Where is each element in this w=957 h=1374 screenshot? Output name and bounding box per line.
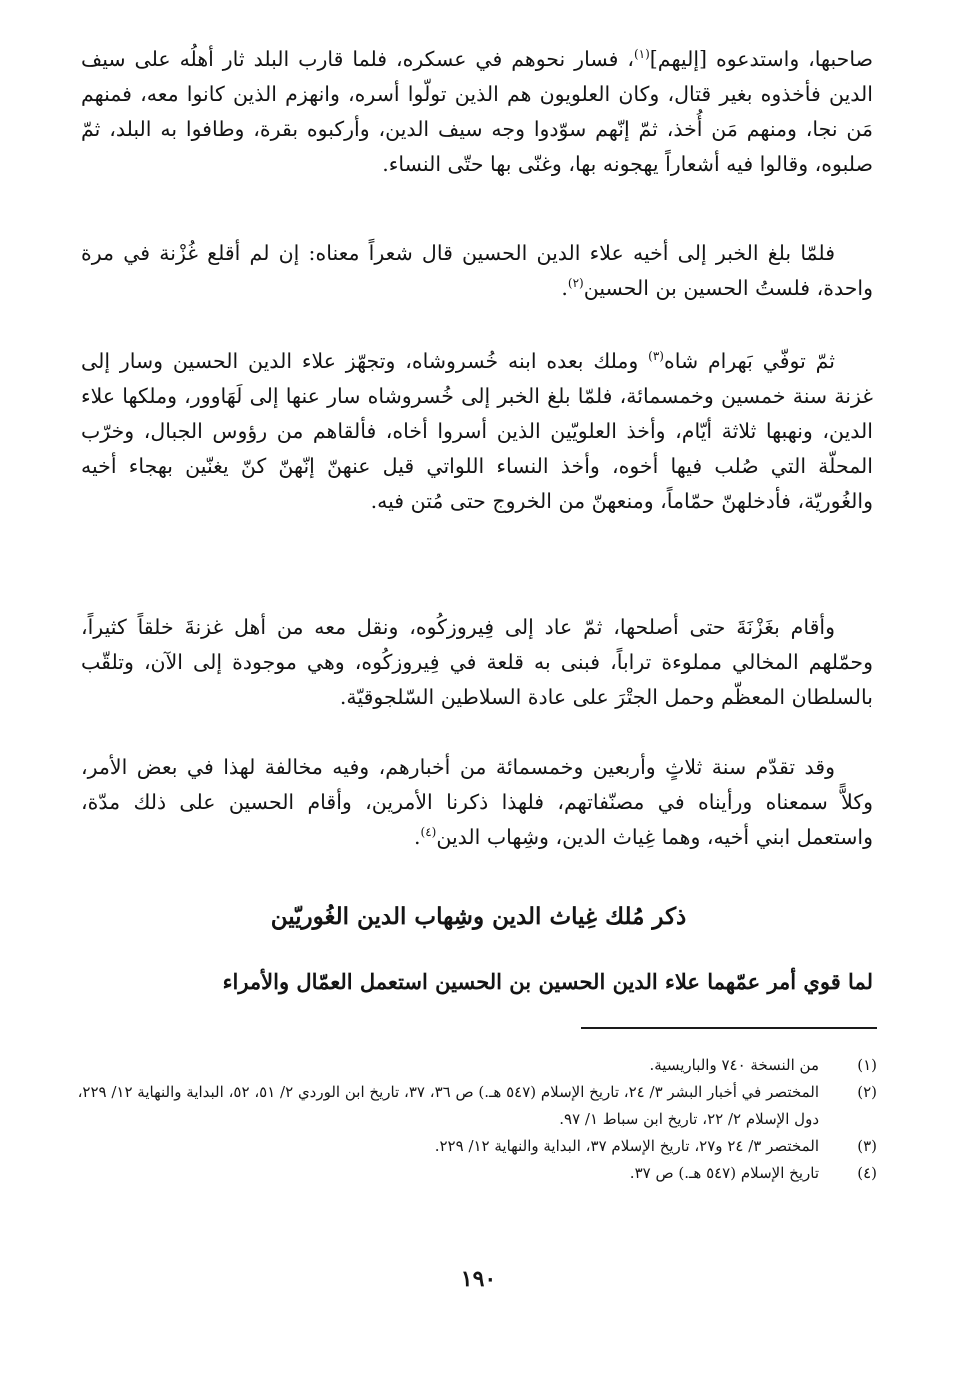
- paragraph-text: فلمّا بلغ الخبر إلى أخيه علاء الدين الحسين قال شعراً معناه: إن لم أقلع غُزْنة في مرة واحدة، فلستُ الحسين بن الحسين: [81, 241, 873, 300]
- body-paragraph-2: [81, 236, 873, 306]
- paragraph-text: صاحبها، واستدعوه [إليهم]: [649, 47, 873, 71]
- body-paragraph-1: [81, 42, 873, 182]
- footnote-item: [77, 1052, 877, 1079]
- footnote-number: (٢): [857, 1083, 877, 1101]
- footnote-number: (٣): [857, 1137, 877, 1155]
- footnote-item: [77, 1160, 877, 1187]
- footnote-number: (١): [857, 1056, 877, 1074]
- footnote-divider: [581, 1027, 877, 1029]
- footnote-reference: (٢): [567, 276, 584, 291]
- footnote-text: المختصر ٣/ ٢٤ و٢٧، تاريخ الإسلام ٣٧، البداية والنهاية ١٢/ ٢٢٩.: [434, 1137, 819, 1155]
- paragraph-text: ، فسار نحوهم في عسكره، فلما قارب البلد ثار أهلُه على سيف الدين فأخذوه بغير قتال، وكان العلويون هم الذين تولّوا أسره، وانهزم الذين كانوا معه، فمنهم مَن نجا، ومنهم مَن أُخذ، ثمّ إنّهم سوّدوا وجه سيف الدين، وأركبوه بقرة، وطافوا به البلد، ثمّ صلبوه، وقالوا فيه أشعاراً يهجونه بها، وغنّى بها حتّى النساء.: [81, 47, 873, 176]
- section-heading: ذكر مُلك غِياث الدين وشِهاب الدين الغُوريّين: [270, 903, 687, 930]
- paragraph-text: وأقام بغَزْنَةَ حتى أصلحها، ثمّ عاد إلى فِيروزكُوه، ونقل معه من أهل غزنةَ خلقاً كثيراً، وحمّلهم المخالي مملوءة تراباً، فبنى به قلعة في فِيروزكُوه، وهي موجودة إلى الآن، وتلقّب بالسلطان المعظّم وحمل الجتْرَ على عادة السلاطين السّلجوقيّة.: [81, 615, 873, 709]
- footnote-item: [77, 1079, 877, 1133]
- body-paragraph-4: [81, 610, 873, 715]
- paragraph-text: .: [561, 276, 568, 300]
- paragraph-text: وملك بعده ابنه خُسروشاه، وتجهّز علاء الدين الحسين وسار إلى غزنة سنة خمسين وخمسمائة، فلمّا بلغ الخبر إلى خُسروشاه سار عنها إلى لَهَاوور، وملكها علاء الدين، ونهبها ثلاثة أيّام، وأخذ العلويّين الذين أسروا أخاه، فألقاهم من رؤوس الجبال، وخرّب المحلّة التي صُلب فيها أخوه، وأخذ النساء اللواتي قيل عنهنّ إنّهنّ كنّ يغنّين بهجاء أخيه والغُوريّة، فأدخلهنّ حمّاماً، ومنعهنّ من الخروج حتى مُتن فيه.: [81, 349, 873, 513]
- footnote-number: (٤): [857, 1164, 877, 1182]
- footnote-item: [77, 1133, 877, 1160]
- page-number: ١٩٠: [460, 1266, 497, 1292]
- footnote-reference: (٤): [420, 825, 437, 840]
- footnote-reference: (١): [633, 47, 650, 62]
- footnote-reference: (٣): [648, 349, 664, 364]
- closing-line: لما قوي أمر عمّهما علاء الدين الحسين بن الحسين استعمل العمّال والأمراء: [222, 969, 873, 994]
- footnote-text: المختصر في أخبار البشر ٣/ ٢٤، تاريخ الإسلام (٥٤٧ هـ.) ص ٣٦، ٣٧، تاريخ ابن الوردي ٢/ ٥١، ٥٢، البداية والنهاية ١٢/ ٢٢٩، دول الإسلام ٢/ ٢٢، تاريخ ابن سباط ١/ ٩٧.: [77, 1083, 819, 1128]
- footnotes: [77, 1052, 877, 1187]
- body-paragraph-5: [81, 750, 873, 855]
- body-paragraph-3: [81, 344, 873, 519]
- paragraph-text: وقد تقدّم سنة ثلاثٍ وأربعين وخمسمائة من أخبارهم، وفيه مخالفة لهذا في بعض الأمر، وكلاًّ سمعناه ورأيناه في مصنّفاتهم، فلهذا ذكرنا الأمرين، وأقام الحسين على ذلك مدّة، واستعمل ابني أخيه، وهما غِياث الدين، وشِهاب الدين: [81, 755, 873, 849]
- footnote-text: من النسخة ٧٤٠ والباريسية.: [649, 1056, 819, 1074]
- paragraph-text: .: [413, 825, 421, 849]
- footnote-text: تاريخ الإسلام (٥٤٧ هـ.) ص ٣٧.: [629, 1164, 819, 1182]
- paragraph-text: ثمّ توفّي بَهرام شاه: [663, 349, 835, 373]
